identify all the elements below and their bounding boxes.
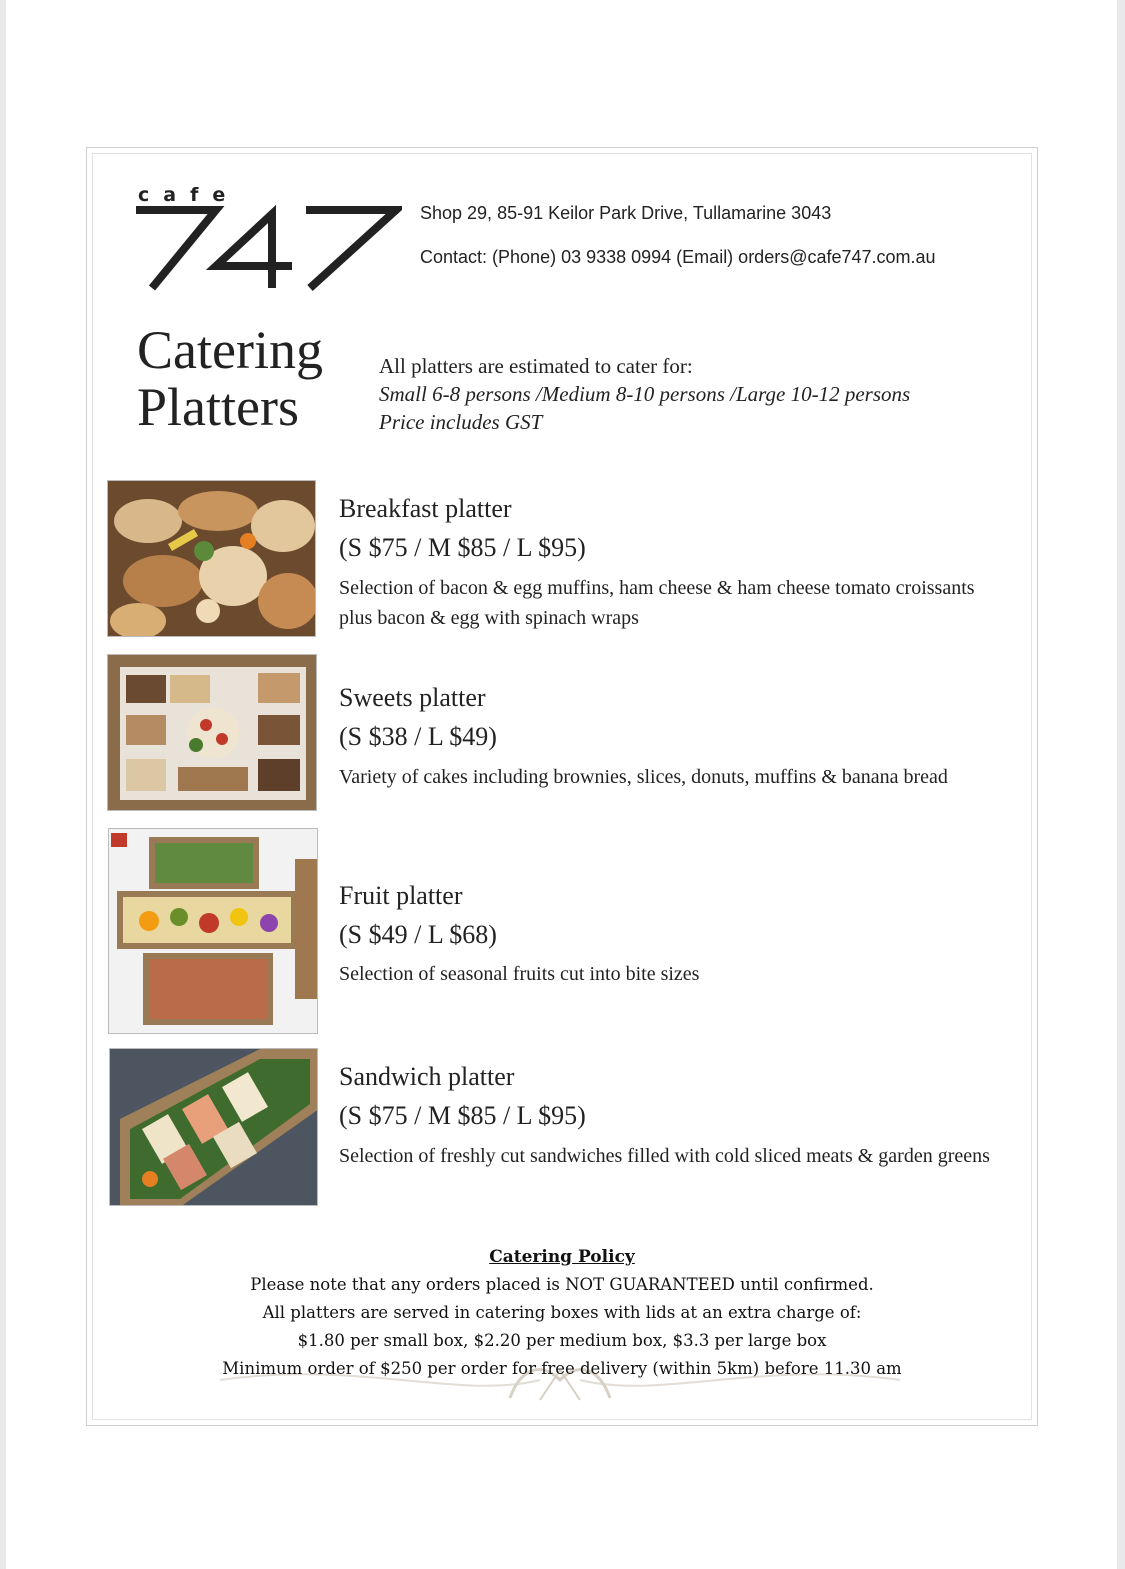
title-line-2: Platters — [137, 377, 299, 437]
policy-line-2: All platters are served in catering boxes with lids at an extra charge of: — [262, 1303, 862, 1322]
cafe-logo — [130, 184, 402, 294]
intro-line-2: Small 6-8 persons /Medium 8-10 persons /Large 10-12 persons — [379, 382, 911, 406]
platter-price: (S $49 / L $68) — [339, 920, 497, 949]
logo-small-text: cafe — [138, 184, 240, 206]
platter-description: Selection of seasonal fruits cut into bite sizes — [339, 963, 700, 985]
logo-747-mark — [130, 204, 402, 294]
fruit-platter-photo — [108, 828, 318, 1034]
platter-description: Selection of freshly cut sandwiches filled with cold sliced meats & garden greens — [339, 1145, 990, 1167]
platter-name: Sandwich platter — [339, 1062, 515, 1091]
platter-name: Fruit platter — [339, 881, 463, 910]
policy-line-1: Please note that any orders placed is NOT GUARANTEED until confirmed. — [250, 1275, 874, 1294]
platter-name: Breakfast platter — [339, 494, 512, 523]
sweets-platter-photo — [107, 654, 317, 811]
platter-price: (S $38 / L $49) — [339, 722, 497, 751]
platter-price: (S $75 / M $85 / L $95) — [339, 1101, 586, 1130]
platter-price: (S $75 / M $85 / L $95) — [339, 533, 586, 562]
page-title — [137, 322, 367, 436]
catering-policy — [92, 1243, 1032, 1383]
platter-name: Sweets platter — [339, 683, 486, 712]
platter-description: Selection of bacon & egg muffins, ham cheese & ham cheese tomato croissants plus bacon & egg with spinach wraps — [339, 577, 975, 629]
platter-description: Variety of cakes including brownies, slices, donuts, muffins & banana bread — [339, 766, 948, 788]
title-line-1: Catering — [137, 320, 323, 380]
cafe-address: Shop 29, 85-91 Keilor Park Drive, Tullamarine 3043 — [420, 203, 832, 223]
policy-line-4: Minimum order of $250 per order for free delivery (within 5km) before 11.30 am — [222, 1359, 902, 1378]
policy-line-3: $1.80 per small box, $2.20 per medium box, $3.3 per large box — [297, 1331, 827, 1350]
sandwich-platter-photo — [109, 1048, 318, 1206]
intro-text — [379, 352, 910, 436]
cafe-contact: Contact: (Phone) 03 9338 0994 (Email) orders@cafe747.com.au — [420, 247, 936, 267]
policy-title: Catering Policy — [489, 1247, 635, 1267]
intro-line-1: All platters are estimated to cater for: — [379, 354, 693, 378]
intro-line-3: Price includes GST — [379, 410, 543, 434]
breakfast-platter-photo — [107, 480, 316, 637]
